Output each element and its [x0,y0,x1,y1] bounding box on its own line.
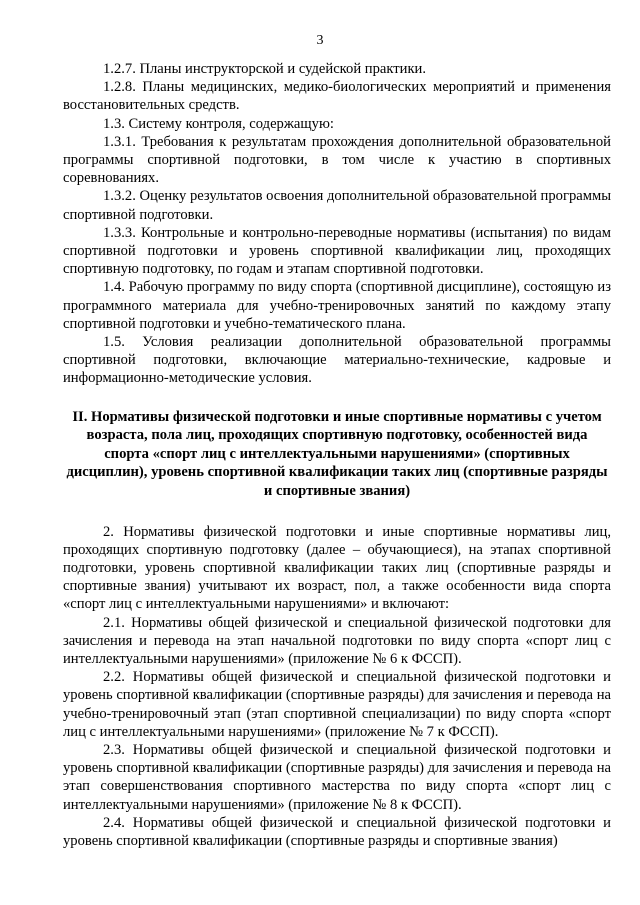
paragraph-2-1: 2.1. Нормативы общей физической и специальной физической подготовки для зачисления и перевода на этап начальной подготовки по виду спорта «спорт лиц с интеллектуальными нарушениями» (приложение № 6 к ФССП). [63,614,611,668]
paragraph-2-4: 2.4. Нормативы общей физической и специальной физической подготовки и уровень спортивной квалификации (спортивные разряды и спортивные звания) [63,814,611,850]
paragraph-1-3: 1.3. Систему контроля, содержащую: [103,115,334,132]
paragraph-2-2: 2.2. Нормативы общей физической и специальной физической подготовки и уровень спортивной квалификации (спортивные разряды) для зачисления и перевода на учебно-тренировочный этап (этап спортивной специализации) по виду спорта «спорт лиц с интеллектуальными нарушениями» (приложение № 7 к ФССП). [63,669,611,740]
section-title: II. Нормативы физической подготовки и иные спортивные нормативы с учетом возраста, пола лиц, проходящих спортивную подготовку, особенностей вида спорта «спорт лиц с интеллектуальными нарушениями» (спортивных дисциплин), уровень спортивной квалификации таких лиц (спортивные разряды и спортивные звания) [66,408,608,500]
paragraph-1-2-7: 1.2.7. Планы инструкторской и судейской практики. [103,61,426,77]
paragraph-1-3-2: 1.3.2. Оценку результатов освоения дополнительной образовательной программы спортивной подготовки. [63,188,611,223]
document-body [63,60,611,850]
paragraph-1-5: 1.5. Условия реализации дополнительной образовательной программы спортивной подготовки, включающие материально-технические, кадровые и информационно-методические условия. [63,334,611,387]
paragraph-1-3-1: 1.3.1. Требования к результатам прохождения дополнительной образовательной программы спортивной подготовки, в том числе к участию в спортивных соревнованиях. [63,133,611,187]
page-number: 3 [316,33,324,48]
paragraph-2-3: 2.3. Нормативы общей физической и специальной физической подготовки и уровень спортивной квалификации (спортивные разряды) для зачисления и перевода на этап совершенствования спортивного мастерства по виду спорта «спорт лиц с интеллектуальными нарушениями» (приложение № 8 к ФССП). [63,742,611,813]
paragraph-2: 2. Нормативы физической подготовки и иные спортивные нормативы лиц, проходящих спортивную подготовку (далее – обучающиеся), на этапах спортивной подготовки, уровень спортивной квалификации таких лиц (спортивные разряды и спортивные звания) учитывают их возраст, пол, а также особенности вида спорта «спорт лиц с интеллектуальными нарушениями» и включают: [63,523,611,613]
paragraph-1-2-8: 1.2.8. Планы медицинских, медико-биологических мероприятий и применения восстановительных средств. [63,79,611,114]
paragraph-1-4: 1.4. Рабочую программу по виду спорта (спортивной дисциплине), состоящую из программного материала для учебно-тренировочных занятий по каждому этапу спортивной подготовки и учебно-тематического плана. [63,279,611,332]
paragraph-1-3-3: 1.3.3. Контрольные и контрольно-переводные нормативы (испытания) по видам спортивной подготовки и уровень спортивной квалификации лиц, проходящих спортивную подготовку, по годам и этапам спортивной подготовки. [63,224,611,278]
